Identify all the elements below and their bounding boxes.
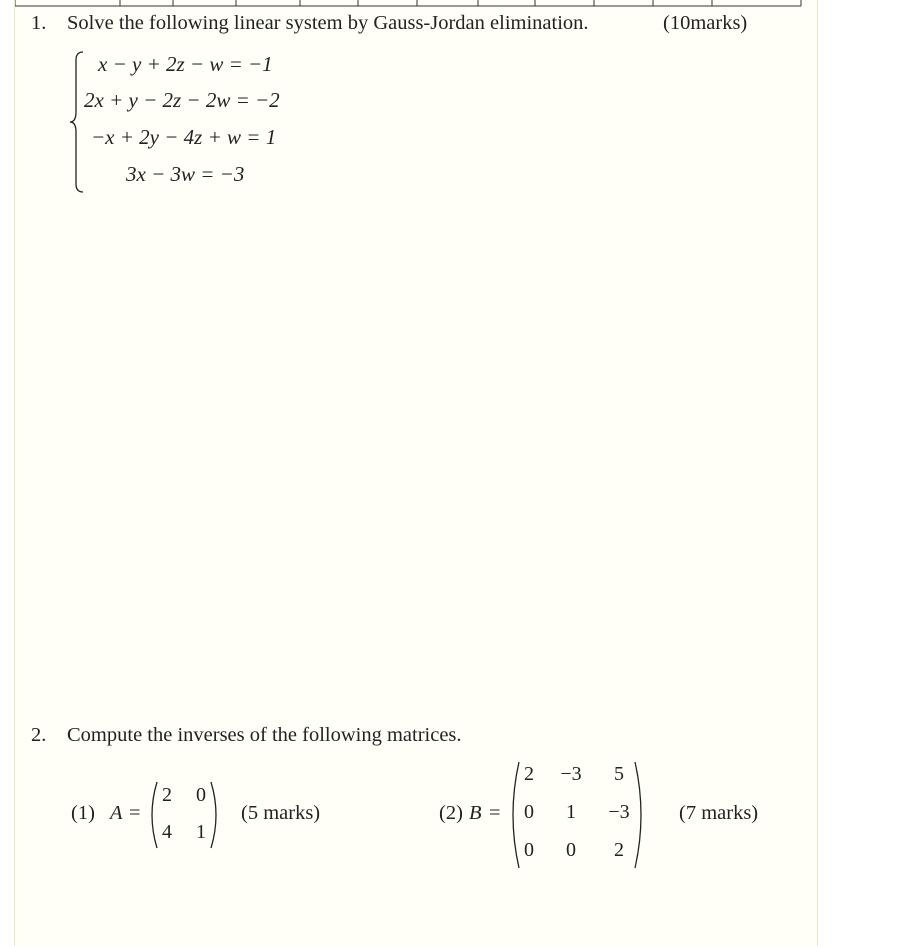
equation-2: 2x + y − 2z − 2w = −2	[84, 88, 280, 112]
matrix-b-cell: 0	[566, 839, 576, 861]
matrix-b-cell: 1	[566, 801, 576, 823]
part2-marks: (7 marks)	[679, 802, 759, 824]
matrix-a-right-paren	[209, 780, 223, 850]
equation-2-lhs: 2x + y − 2z − 2w	[84, 88, 231, 112]
matrix-b-cell: 0	[524, 839, 534, 861]
equation-4-rhs: −3	[219, 162, 245, 186]
equation-1: x − y + 2z − w = −1	[98, 52, 273, 76]
matrix-b-right-paren	[633, 760, 647, 870]
part1-equals: =	[129, 802, 141, 824]
matrix-a-cell: 0	[196, 784, 206, 806]
part2-matrix-name: B	[469, 802, 482, 824]
q1-number: 1.	[31, 12, 47, 34]
matrix-a-cell: 1	[196, 821, 206, 843]
part2-label: (2)	[439, 802, 463, 824]
q1-prompt: Solve the following linear system by Gauss-Jordan elimination.	[67, 12, 589, 34]
equation-3-lhs: −x + 2y − 4z + w	[91, 125, 242, 149]
matrix-a-cell: 4	[162, 821, 172, 843]
matrix-b-cell: 0	[524, 801, 534, 823]
matrix-b-cell: −3	[608, 801, 630, 823]
matrix-b-cell: 5	[614, 763, 624, 785]
equation-2-rhs: −2	[255, 88, 280, 112]
part1-matrix-name: A	[110, 802, 123, 824]
matrix-b-cell: 2	[524, 763, 534, 785]
equation-3: −x + 2y − 4z + w = 1	[91, 125, 277, 149]
q1-marks: (10marks)	[663, 12, 748, 34]
part1-label: (1)	[71, 802, 95, 824]
equation-4: 3x − 3w = −3	[126, 162, 245, 186]
part1-marks: (5 marks)	[241, 802, 321, 824]
equation-4-lhs: 3x − 3w	[126, 162, 195, 186]
matrix-b-cell: −3	[560, 763, 582, 785]
equation-1-rhs: −1	[248, 52, 273, 76]
q2-number: 2.	[31, 724, 47, 746]
matrix-b-cell: 2	[614, 839, 624, 861]
score-table-edge	[15, 0, 817, 9]
exam-page	[14, 0, 818, 946]
matrix-a-cell: 2	[162, 784, 172, 806]
equation-3-rhs: 1	[265, 125, 277, 149]
equation-1-lhs: x − y + 2z − w	[98, 52, 224, 76]
system-brace	[69, 50, 85, 194]
q2-prompt: Compute the inverses of the following matrices.	[67, 724, 462, 746]
part2-equals: =	[489, 802, 501, 824]
